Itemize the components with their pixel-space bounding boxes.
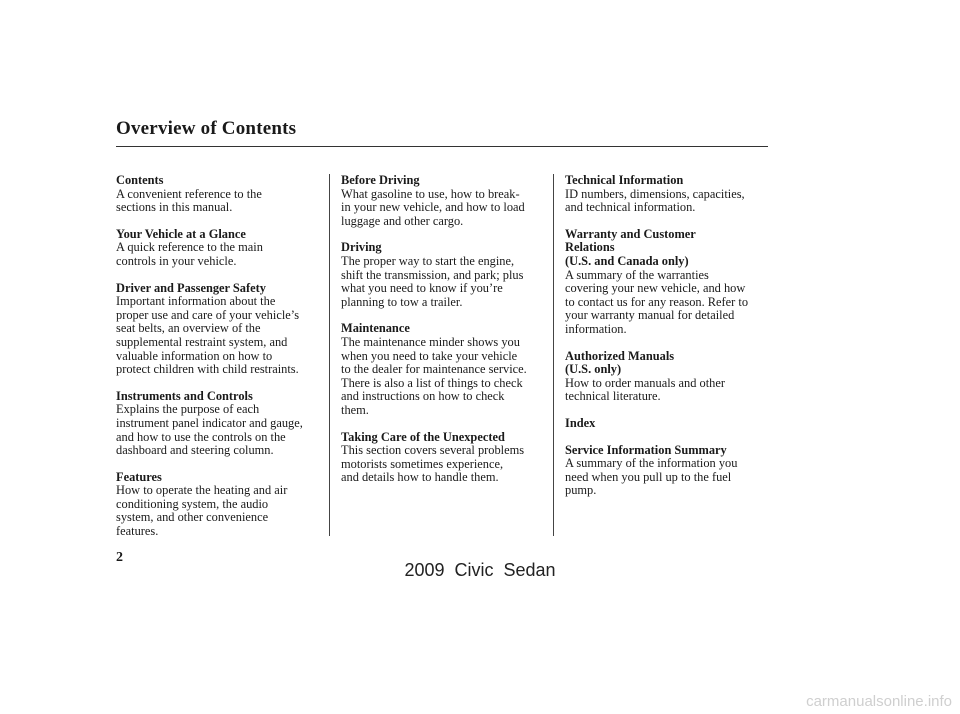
section-desc-line: them. (341, 402, 369, 417)
section-heading[interactable]: Relations (565, 240, 615, 255)
section-driver-passenger-safety (116, 282, 328, 377)
section-desc-line: What gasoline to use, how to break- (341, 186, 520, 201)
section-heading[interactable]: Contents (116, 173, 164, 187)
section-features (116, 471, 328, 539)
footer-model-name: 2009 Civic Sedan (404, 560, 556, 580)
section-desc-line: Important information about the (116, 294, 276, 309)
section-desc-line: The proper way to start the engine, (341, 253, 515, 268)
section-heading[interactable]: Driver and Passenger Safety (116, 280, 266, 295)
section-desc-line: A summary of the warranties (565, 267, 709, 282)
section-desc-line: protect children with child restraints. (116, 362, 299, 377)
page-number: 2 (116, 550, 123, 565)
section-heading[interactable]: Before Driving (341, 173, 420, 187)
section-technical-information (565, 174, 770, 215)
section-heading[interactable]: Driving (341, 240, 382, 255)
section-desc-line: and how to use the controls on the (116, 429, 286, 444)
section-desc-line: pump. (565, 483, 597, 498)
section-desc-line: information. (565, 321, 627, 336)
section-contents (116, 174, 328, 215)
page-title: Overview of Contents (116, 118, 297, 139)
section-instruments-controls (116, 390, 328, 458)
section-vehicle-at-a-glance (116, 228, 328, 269)
section-desc-line: Explains the purpose of each (116, 402, 260, 417)
section-desc-line: controls in your vehicle. (116, 253, 237, 268)
section-desc-line: planning to tow a trailer. (341, 294, 463, 309)
section-desc-line: instrument panel indicator and gauge, (116, 415, 303, 430)
section-desc-line: in your new vehicle, and how to load (341, 200, 525, 215)
section-desc-line: features. (116, 524, 159, 539)
section-desc-line: A convenient reference to the (116, 186, 262, 201)
section-heading[interactable]: (U.S. and Canada only) (565, 253, 689, 268)
section-driving (341, 241, 553, 309)
section-desc-line: How to operate the heating and air (116, 483, 288, 498)
section-desc-line: ID numbers, dimensions, capacities, (565, 186, 745, 201)
column-1 (116, 174, 328, 552)
section-desc-line: A quick reference to the main (116, 240, 263, 255)
section-authorized-manuals (565, 350, 770, 404)
section-desc-line: A summary of the information you (565, 456, 738, 471)
section-desc-line: dashboard and steering column. (116, 443, 274, 458)
section-desc-line: How to order manuals and other (565, 375, 726, 390)
section-desc-line: conditioning system, the audio (116, 496, 269, 511)
section-desc-line: covering your new vehicle, and how (565, 281, 746, 296)
section-maintenance (341, 322, 553, 417)
column-2 (341, 174, 553, 498)
section-warranty-customer-relations (565, 228, 770, 337)
section-before-driving (341, 174, 553, 228)
column-divider-2 (553, 174, 554, 536)
section-desc-line: This section covers several problems (341, 443, 525, 458)
section-heading[interactable]: Warranty and Customer (565, 226, 696, 241)
section-desc-line: what you need to know if you’re (341, 281, 503, 296)
section-desc-line: need when you pull up to the fuel (565, 469, 732, 484)
section-desc-line: and instructions on how to check (341, 389, 505, 404)
section-heading[interactable]: Technical Information (565, 173, 684, 187)
section-desc-line: when you need to take your vehicle (341, 348, 518, 363)
section-desc-line: The maintenance minder shows you (341, 334, 520, 349)
section-desc-line: seat belts, an overview of the (116, 321, 261, 336)
watermark-text: carmanualsonline.info (806, 693, 952, 710)
section-heading[interactable]: Index (565, 415, 596, 430)
section-heading[interactable]: Features (116, 469, 162, 484)
section-heading[interactable]: Your Vehicle at a Glance (116, 226, 246, 241)
section-service-information-summary (565, 444, 770, 498)
section-heading[interactable]: Authorized Manuals (565, 348, 675, 363)
section-desc-line: proper use and care of your vehicle’s (116, 307, 300, 322)
section-index (565, 417, 770, 431)
section-desc-line: and details how to handle them. (341, 470, 499, 485)
section-heading[interactable]: Taking Care of the Unexpected (341, 429, 505, 444)
section-desc-line: motorists sometimes experience, (341, 456, 504, 471)
section-heading[interactable]: Instruments and Controls (116, 388, 253, 403)
column-3 (565, 174, 770, 511)
section-desc-line: to contact us for any reason. Refer to (565, 294, 749, 309)
section-desc-line: shift the transmission, and park; plus (341, 267, 524, 282)
title-divider (116, 146, 768, 147)
section-desc-line: your warranty manual for detailed (565, 308, 735, 323)
section-desc-line: supplemental restraint system, and (116, 334, 288, 349)
section-desc-line: valuable information on how to (116, 348, 273, 363)
section-heading[interactable]: Service Information Summary (565, 442, 727, 457)
column-divider-1 (329, 174, 330, 536)
section-desc-line: luggage and other cargo. (341, 213, 464, 228)
section-heading[interactable]: (U.S. only) (565, 362, 622, 377)
section-desc-line: There is also a list of things to check (341, 375, 523, 390)
section-desc-line: sections in this manual. (116, 200, 233, 215)
section-desc-line: system, and other convenience (116, 510, 269, 525)
section-desc-line: and technical information. (565, 200, 696, 215)
section-heading[interactable]: Maintenance (341, 321, 410, 336)
section-taking-care-unexpected (341, 431, 553, 485)
section-desc-line: technical literature. (565, 389, 661, 404)
section-desc-line: to the dealer for maintenance service. (341, 362, 527, 377)
